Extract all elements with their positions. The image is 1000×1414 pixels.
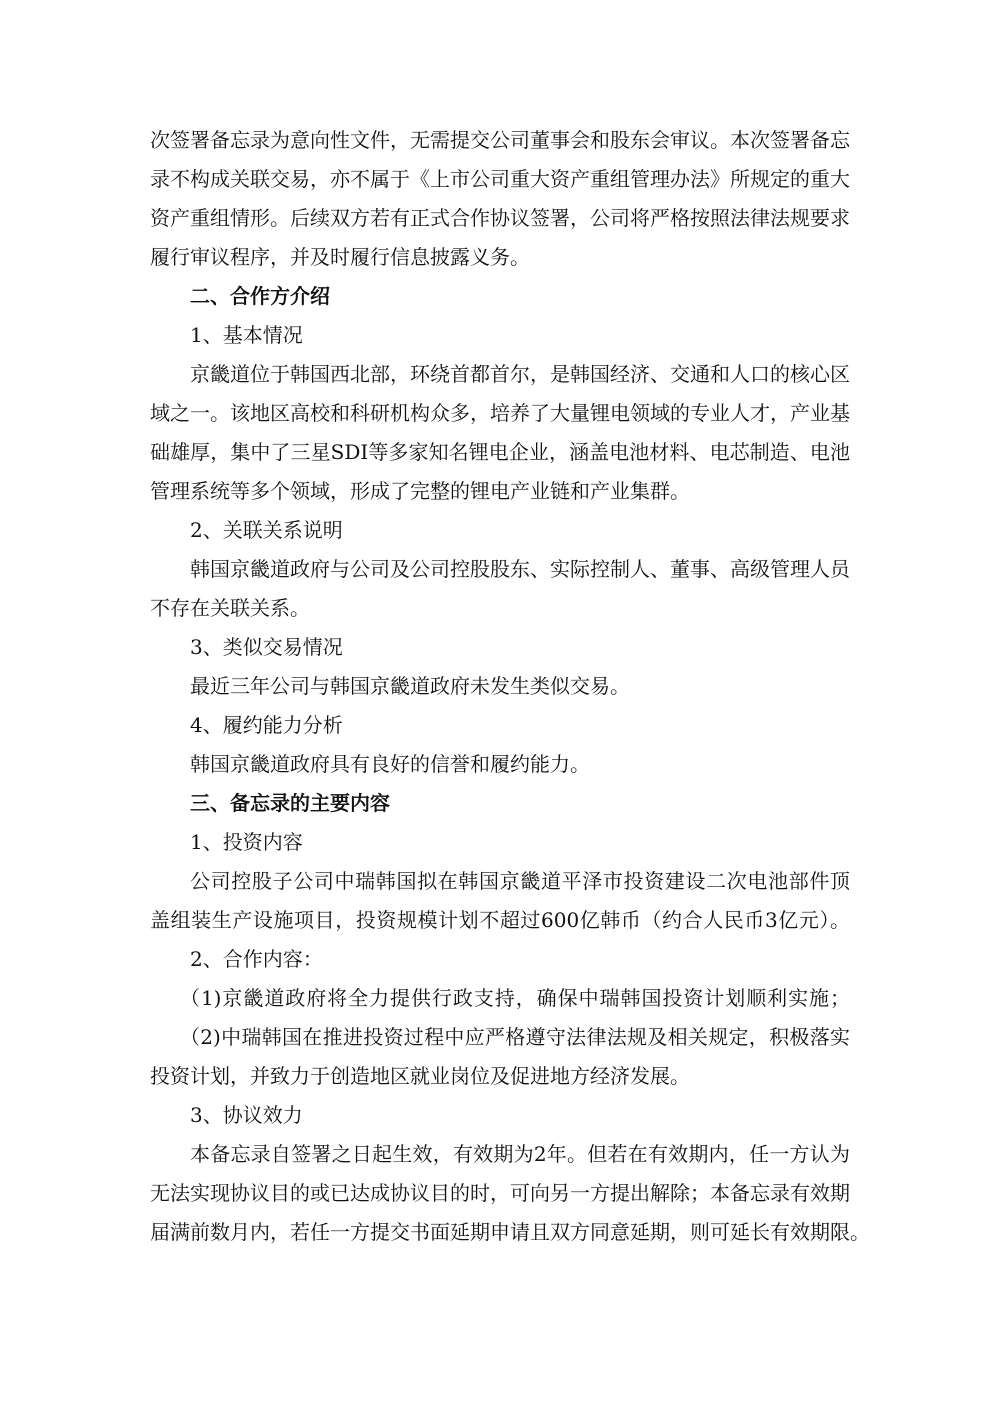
subsection-heading: 2、合作内容： [190,947,323,971]
paragraph-line: 本备忘录自签署之日起生效，有效期为2年。但若在有效期内，任一方认为 [190,1142,850,1166]
paragraph-line: 础雄厚，集中了三星SDI等多家知名锂电企业，涵盖电池材料、电芯制造、电池 [150,440,850,464]
subsection-heading: 1、投资内容 [190,830,303,854]
paragraph-line: 最近三年公司与韩国京畿道政府未发生类似交易。 [190,674,630,698]
section-heading: 三、备忘录的主要内容 [190,791,390,815]
paragraph-line: 次签署备忘录为意向性文件，无需提交公司董事会和股东会审议。本次签署备忘 [150,128,850,152]
paragraph-line: 无法实现协议目的或已达成协议目的时，可向另一方提出解除；本备忘录有效期 [150,1181,850,1205]
paragraph-line: 管理系统等多个领域，形成了完整的锂电产业链和产业集群。 [150,479,690,503]
paragraph-line: 届满前数月内，若任一方提交书面延期申请且双方同意延期，则可延长有效期限。 [150,1220,870,1244]
list-item: （2)中瑞韩国在推进投资过程中应严格遵守法律法规及相关规定，积极落实 [180,1025,850,1049]
paragraph-line: 履行审议程序，并及时履行信息披露义务。 [150,245,530,269]
paragraph-line: 韩国京畿道政府与公司及公司控股股东、实际控制人、董事、高级管理人员 [190,557,850,581]
paragraph-line: 公司控股子公司中瑞韩国拟在韩国京畿道平泽市投资建设二次电池部件顶 [190,869,850,893]
subsection-heading: 1、基本情况 [190,323,303,347]
paragraph-line: 域之一。该地区高校和科研机构众多，培养了大量锂电领域的专业人才，产业基 [150,401,850,425]
paragraph-line: 投资计划，并致力于创造地区就业岗位及促进地方经济发展。 [150,1064,690,1088]
paragraph-line: 录不构成关联交易，亦不属于《上市公司重大资产重组管理办法》所规定的重大 [150,167,850,191]
subsection-heading: 4、履约能力分析 [190,713,343,737]
paragraph-line: 资产重组情形。后续双方若有正式合作协议签署，公司将严格按照法律法规要求 [150,206,850,230]
paragraph-line: 不存在关联关系。 [150,596,310,620]
subsection-heading: 3、类似交易情况 [190,635,343,659]
paragraph-line: 京畿道位于韩国西北部，环绕首都首尔，是韩国经济、交通和人口的核心区 [190,362,850,386]
paragraph-line: 韩国京畿道政府具有良好的信誉和履约能力。 [190,752,590,776]
subsection-heading: 3、协议效力 [190,1103,303,1127]
list-item: （1)京畿道政府将全力提供行政支持，确保中瑞韩国投资计划顺利实施； [180,986,850,1010]
paragraph-line: 盖组装生产设施项目，投资规模计划不超过600亿韩币（约合人民币3亿元）。 [150,908,850,932]
subsection-heading: 2、关联关系说明 [190,518,343,542]
section-heading: 二、合作方介绍 [190,284,330,308]
